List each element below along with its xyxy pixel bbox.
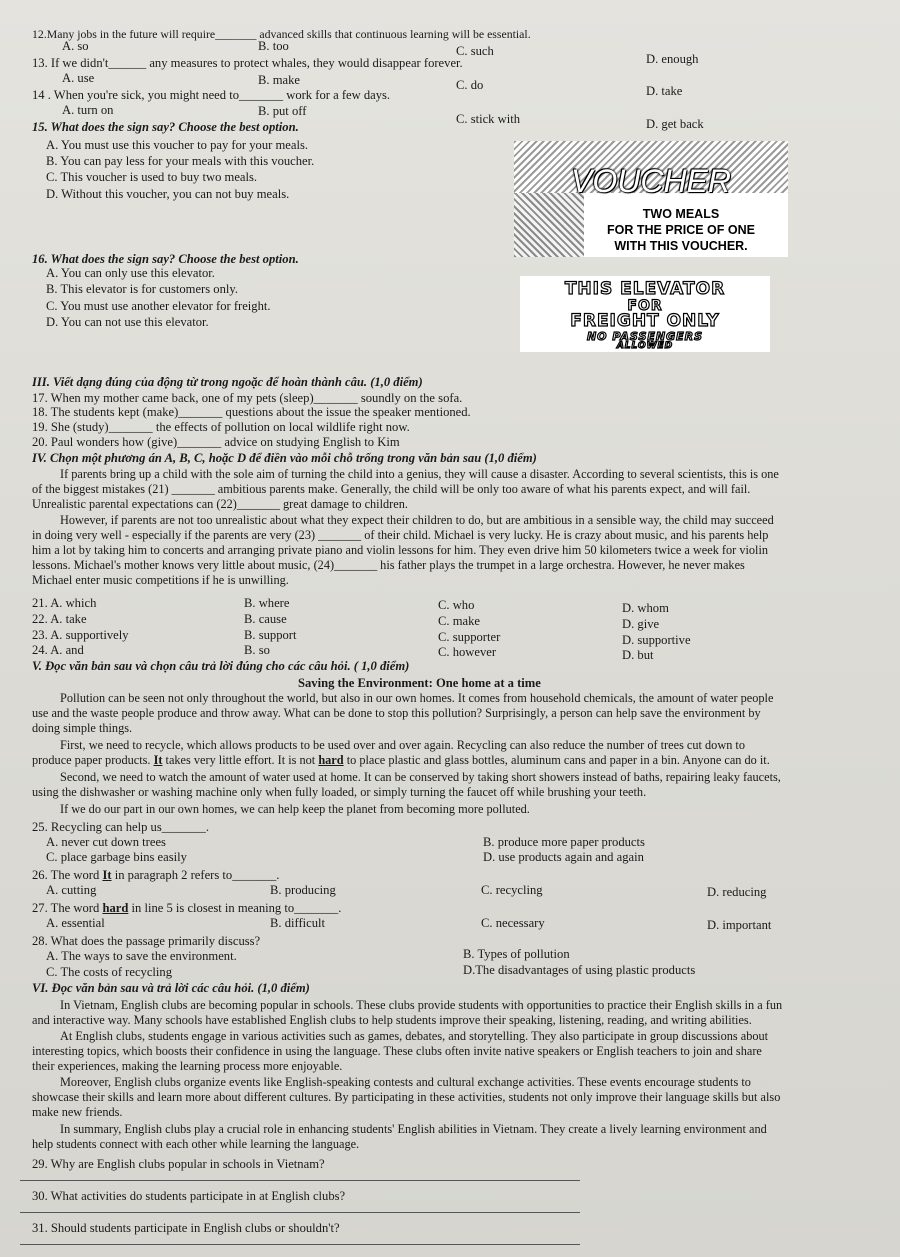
- s5-p1-line-1: Pollution can be seen not only throughout the world, but also in our own homes. It comes from household chemicals, the amount of water people: [60, 691, 774, 705]
- q14-option-c: C. stick with: [456, 112, 521, 126]
- q21-option-c: C. who: [438, 598, 475, 612]
- q21-option-b: B. where: [244, 596, 290, 610]
- q26-option-d: D. reducing: [707, 885, 767, 899]
- q15-option-b: B. You can pay less for your meals with this voucher.: [46, 154, 315, 168]
- q16-option-b: B. This elevator is for customers only.: [46, 282, 239, 296]
- s4-p1-line-3: Unrealistic parental expectations can (22)_______ great damage to children.: [32, 497, 408, 511]
- q16-option-a: A. You can only use this elevator.: [46, 266, 215, 280]
- q27-option-b: B. difficult: [270, 916, 326, 930]
- q22-option-a: 22. A. take: [32, 612, 87, 626]
- q15-stem: 15. What does the sign say? Choose the best option.: [32, 120, 299, 134]
- s5-p2-word-it: It: [153, 753, 163, 767]
- q27-stem: [32, 901, 341, 915]
- q27-option-d: D. important: [707, 918, 772, 932]
- q25-option-c: C. place garbage bins easily: [46, 850, 187, 864]
- q27-stem-b: in line 5 is closest in meaning to_______.: [131, 901, 342, 915]
- q22-option-d: D. give: [622, 617, 660, 631]
- q28-stem: 28. What does the passage primarily discuss?: [32, 934, 261, 948]
- s5-p2-word-hard: hard: [318, 753, 344, 767]
- s6-p2-line-3: their experiences, making the learning process more enjoyable.: [32, 1059, 343, 1073]
- q30: 30. What activities do students participate in at English clubs?: [32, 1189, 346, 1203]
- q28-option-a: A. The ways to save the environment.: [46, 949, 237, 963]
- s5-p1-line-2: use and the waste people produce and throw away. What can be done to stop this pollution? Surprisingly, a person can help save the environment by: [32, 706, 761, 720]
- s5-p2-line-2c: to place plastic and glass bottles, aluminum cans and paper in a bin. Anyone can do it.: [346, 753, 770, 767]
- q28-option-c: C. The costs of recycling: [46, 965, 173, 979]
- q26-option-c: C. recycling: [481, 883, 543, 897]
- q26-stem: [32, 868, 279, 882]
- q22-option-b: B. cause: [244, 612, 287, 626]
- q16-option-c: C. You must use another elevator for freight.: [46, 299, 271, 313]
- s6-p2-line-1: At English clubs, students engage in various activities such as games, debates, and storytelling. They also participate in group discussions about: [60, 1029, 769, 1043]
- s6-p3-line-3: make new friends.: [32, 1105, 123, 1119]
- q20: 20. Paul wonders how (give)_______ advice on studying English to Kim: [32, 435, 400, 449]
- q25-stem: 25. Recycling can help us_______.: [32, 820, 209, 834]
- q25-option-b: B. produce more paper products: [483, 835, 645, 849]
- voucher-line-2: FOR THE PRICE OF ONE: [607, 223, 755, 237]
- q15-option-a: A. You must use this voucher to pay for your meals.: [46, 138, 308, 152]
- s5-p4: If we do our part in our own homes, we can help keep the planet from becoming more polluted.: [60, 802, 530, 816]
- elevator-line-2: FOR: [627, 298, 663, 314]
- s4-p2-line-1: However, if parents are not too unrealistic about what they expect their children to do, but are ambitious in a sensible way, the child may succeed: [60, 513, 774, 527]
- s4-p1-line-2: of the biggest mistakes (21) _______ ambitious parents make. Generally, the child will be only too aware of what his parents expect, and will fail.: [32, 482, 751, 496]
- q14-option-b: B. put off: [258, 104, 307, 118]
- elevator-line-1: THIS ELEVATOR: [564, 279, 726, 299]
- elevator-line-3: FREIGHT ONLY: [570, 311, 720, 331]
- s5-passage-title: Saving the Environment: One home at a time: [298, 676, 541, 690]
- q14-stem: 14 . When you're sick, you might need to_______ work for a few days.: [32, 88, 391, 102]
- q23-option-d: D. supportive: [622, 633, 691, 647]
- q17: 17. When my mother came back, one of my pets (sleep)_______ soundly on the sofa.: [32, 391, 463, 405]
- q23-option-b: B. support: [244, 628, 297, 642]
- elevator-line-5: ALLOWED: [616, 341, 674, 351]
- s4-p1-line-1: If parents bring up a child with the sole aim of turning the child into a genius, they will cause a disaster. According to several scientists, this is one: [60, 467, 779, 481]
- s6-p4-line-1: In summary, English clubs play a crucial role in enhancing students' English abilities in Vietnam. They create a lively learning environment and: [60, 1122, 767, 1136]
- q24-option-a: 24. A. and: [32, 643, 84, 657]
- s6-p3-line-2: showcase their skills and learn more about different cultures. By participating in these activities, students not only improve their language skills but also: [32, 1090, 781, 1104]
- voucher-sign: [514, 141, 788, 257]
- q16-option-d: D. You can not use this elevator.: [46, 315, 209, 329]
- q13-option-d: D. take: [646, 84, 683, 98]
- s6-p2-line-2: interesting topics, which boosts their confidence in using the language. These clubs often invite native speakers or English teachers to join and share: [32, 1044, 762, 1058]
- q19: 19. She (study)_______ the effects of pollution on local wildlife right now.: [32, 420, 410, 434]
- q29-answer-line: [20, 1180, 580, 1181]
- q23-option-a: 23. A. supportively: [32, 628, 129, 642]
- q27-option-a: A. essential: [46, 916, 105, 930]
- q25-option-a: A. never cut down trees: [46, 835, 166, 849]
- section-6-heading: VI. Đọc văn bản sau và trả lời các câu hỏi. (1,0 điểm): [32, 981, 310, 995]
- q28-option-b: B. Types of pollution: [463, 947, 570, 961]
- s5-p3-line-2: using the dishwasher or washing machine only when fully loaded, or simply turning the faucet off while brushing your teeth.: [32, 785, 647, 799]
- q14-option-d: D. get back: [646, 117, 704, 131]
- q24-option-b: B. so: [244, 643, 270, 657]
- q26-stem-b: in paragraph 2 refers to_______.: [114, 868, 280, 882]
- s5-p1-line-3: doing simple things.: [32, 721, 133, 735]
- q31: 31. Should students participate in English clubs or shouldn't?: [32, 1221, 340, 1235]
- s4-p2-line-3: him a lot by taking him to concerts and arranging private piano and violin lessons for him. They even drive him 50 kilometers twice a week for violin: [32, 543, 769, 557]
- q16-stem: 16. What does the sign say? Choose the best option.: [32, 252, 299, 266]
- s4-p2-line-2: in doing very well - especially if the parents are very (23) _______ of their child. Michael is very lucky. He is crazy about music, and his parents help: [32, 528, 769, 542]
- s5-p3-line-1: Second, we need to watch the amount of water used at home. It can be conserved by taking short showers instead of baths, repairing leaky faucets,: [60, 770, 781, 784]
- s6-p4-line-2: help students connect with each other while learning the language.: [32, 1137, 360, 1151]
- q27-stem-a: 27. The word: [32, 901, 100, 915]
- q27-word: hard: [102, 901, 129, 915]
- q26-stem-a: 26. The word: [32, 868, 100, 882]
- q23-option-c: C. supporter: [438, 630, 501, 644]
- q13-stem: 13. If we didn't______ any measures to protect whales, they would disappear forever.: [32, 56, 463, 70]
- s4-p2-line-4: lessons. Michael's mother knows very little about music, (24)_______ his father plays the trumpet in a large orchestra. However, he never makes: [32, 558, 745, 572]
- q15-option-c: C. This voucher is used to buy two meals.: [46, 170, 258, 184]
- q22-option-c: C. make: [438, 614, 480, 628]
- q12-option-d: D. enough: [646, 52, 699, 66]
- q21-option-a: 21. A. which: [32, 596, 97, 610]
- s6-p1-line-1: In Vietnam, English clubs are becoming popular in schools. These clubs provide students with opportunities to practice their English skills in a fun: [60, 998, 783, 1012]
- q24-option-d: D. but: [622, 648, 654, 662]
- q13-option-b: B. make: [258, 73, 300, 87]
- q26-option-a: A. cutting: [46, 883, 97, 897]
- s5-p2-line-2: [32, 753, 770, 767]
- q28-option-d: D.The disadvantages of using plastic products: [463, 963, 696, 977]
- section-5-heading: V. Đọc văn bản sau và chọn câu trả lời đúng cho các câu hỏi. ( 1,0 điểm): [32, 659, 410, 673]
- s6-p1-line-2: and interactive way. Many schools have established English clubs to help students improve their speaking, listening, reading, and writing abilities.: [32, 1013, 752, 1027]
- q31-answer-line: [20, 1244, 580, 1245]
- q30-answer-line: [20, 1212, 580, 1213]
- q29: 29. Why are English clubs popular in schools in Vietnam?: [32, 1157, 325, 1171]
- q12-option-c: C. such: [456, 44, 494, 58]
- s5-p2-line-1: First, we need to recycle, which allows products to be used over and over again. Recycling can also reduce the number of trees cut down to: [60, 738, 745, 752]
- q13-option-c: C. do: [456, 78, 484, 92]
- q14-option-a: A. turn on: [62, 103, 114, 117]
- q24-option-c: C. however: [438, 645, 497, 659]
- q25-option-d: D. use products again and again: [483, 850, 644, 864]
- q12-stem: 12.Many jobs in the future will require_______ advanced skills that continuous learning will be essential.: [32, 27, 531, 41]
- elevator-sign: [520, 276, 770, 352]
- q27-option-c: C. necessary: [481, 916, 545, 930]
- q12-option-a: A. so: [62, 39, 89, 53]
- s5-p2-line-2a: produce paper products.: [32, 753, 151, 767]
- q12-option-b: B. too: [258, 39, 289, 53]
- elevator-line-4: NO PASSENGERS: [586, 330, 704, 343]
- q15-option-d: D. Without this voucher, you can not buy meals.: [46, 187, 290, 201]
- q13-option-a: A. use: [62, 71, 95, 85]
- q21-option-d: D. whom: [622, 601, 669, 615]
- q26-word: It: [102, 868, 112, 882]
- q26-option-b: B. producing: [270, 883, 336, 897]
- s4-p2-line-5: Michael enter music competitions if he is unwilling.: [32, 573, 289, 587]
- voucher-line-3: WITH THIS VOUCHER.: [614, 239, 748, 253]
- voucher-title: VOUCHER: [570, 163, 731, 199]
- s6-p3-line-1: Moreover, English clubs organize events like English-speaking contests and cultural exchange activities. These events encourage students to: [60, 1075, 751, 1089]
- section-4-heading: IV. Chọn một phương án A, B, C, hoặc D để điền vào mỗi chỗ trống trong văn bản sau (1,0 điểm): [32, 451, 537, 465]
- voucher-line-1: TWO MEALS: [642, 207, 720, 221]
- s5-p2-line-2b: takes very little effort. It is not: [165, 753, 316, 767]
- q18: 18. The students kept (make)_______ questions about the issue the speaker mentioned.: [32, 405, 471, 419]
- section-3-heading: III. Viết dạng đúng của động từ trong ngoặc để hoàn thành câu. (1,0 điểm): [32, 375, 423, 389]
